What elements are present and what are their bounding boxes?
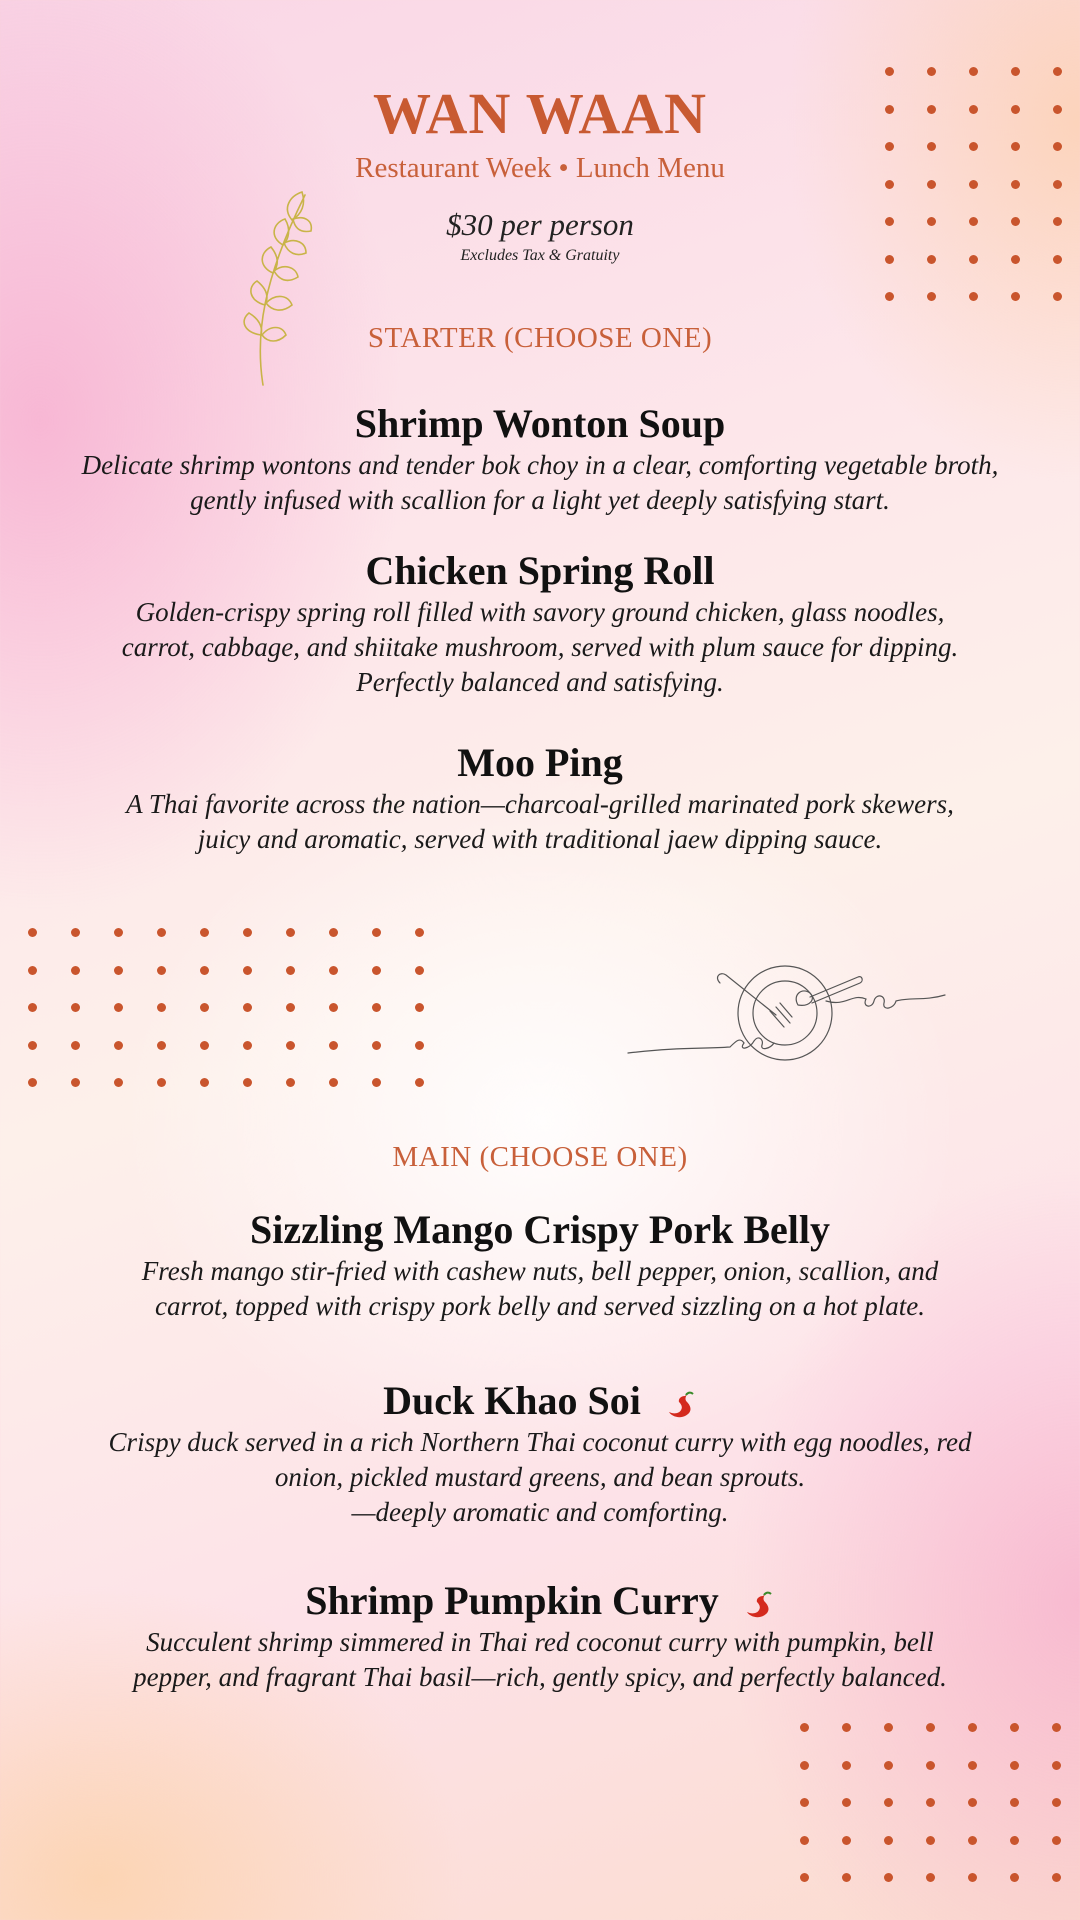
- plate-cutlery-icon: [620, 955, 950, 1065]
- main-heading: MAIN (CHOOSE ONE): [392, 1141, 688, 1173]
- decorative-dot: [157, 1041, 166, 1050]
- decorative-dot: [372, 1003, 381, 1012]
- decorative-dot: [372, 1078, 381, 1087]
- decorative-dot: [926, 1836, 935, 1845]
- decorative-dot: [884, 1723, 893, 1732]
- dish-name: Chicken Spring Roll: [365, 548, 715, 593]
- decorative-dot: [243, 1078, 252, 1087]
- decorative-dot: [286, 966, 295, 975]
- decorative-dot: [114, 966, 123, 975]
- dish-name: Duck Khao Soi: [383, 1378, 641, 1423]
- decorative-dot: [1052, 1798, 1061, 1807]
- dish-description-line: juicy and aromatic, served with traditional jaew dipping sauce.: [197, 824, 883, 854]
- decorative-dot: [1052, 1761, 1061, 1770]
- main-item: [0, 1206, 1080, 1324]
- decorative-dot: [200, 1078, 209, 1087]
- decorative-dot: [329, 1041, 338, 1050]
- decorative-dot: [329, 1003, 338, 1012]
- dish-description-line: Perfectly balanced and satisfying.: [356, 667, 724, 697]
- decorative-dot: [243, 966, 252, 975]
- decorative-dot: [415, 928, 424, 937]
- decorative-dot: [286, 928, 295, 937]
- decorative-dot: [969, 292, 978, 301]
- decorative-dot: [1010, 1723, 1019, 1732]
- decorative-dot: [884, 1761, 893, 1770]
- decorative-dot: [114, 1003, 123, 1012]
- decorative-dot: [926, 1723, 935, 1732]
- decorative-dot: [243, 1041, 252, 1050]
- decorative-dot: [885, 67, 894, 76]
- dish-name: Shrimp Pumpkin Curry: [305, 1578, 719, 1623]
- starter-item: [0, 739, 1080, 857]
- decorative-dot: [884, 1798, 893, 1807]
- decorative-dot: [968, 1836, 977, 1845]
- decorative-dot: [157, 928, 166, 937]
- dish-description-line: gently infused with scallion for a light yet deeply satisfying start.: [190, 485, 890, 515]
- dish-description-line: carrot, cabbage, and shiitake mushroom, served with plum sauce for dipping.: [121, 632, 959, 662]
- starter-heading: STARTER (CHOOSE ONE): [367, 322, 713, 354]
- restaurant-name: WAN WAAN: [372, 81, 708, 146]
- decorative-dot: [28, 1003, 37, 1012]
- dish-name-row: [0, 1377, 1080, 1425]
- dish-description-line: onion, pickled mustard greens, and bean sprouts.: [274, 1462, 806, 1492]
- decorative-dot: [157, 966, 166, 975]
- starter-item: [0, 547, 1080, 700]
- decorative-dot: [71, 1041, 80, 1050]
- decorative-dot: [842, 1761, 851, 1770]
- dish-description-line: Delicate shrimp wontons and tender bok choy in a clear, comforting vegetable broth,: [81, 450, 999, 480]
- decorative-dot: [114, 928, 123, 937]
- decorative-dot: [1052, 1873, 1061, 1882]
- decorative-dot: [28, 928, 37, 937]
- menu-price: $30 per person: [446, 207, 634, 242]
- decorative-dot: [1052, 1836, 1061, 1845]
- decorative-dot: [1053, 67, 1062, 76]
- decorative-dot: [800, 1798, 809, 1807]
- decorative-dot: [842, 1798, 851, 1807]
- decorative-dot: [842, 1723, 851, 1732]
- decorative-dot: [800, 1761, 809, 1770]
- decorative-dot: [372, 1041, 381, 1050]
- decorative-dot: [28, 1078, 37, 1087]
- decorative-dot: [968, 1761, 977, 1770]
- decorative-dot: [884, 1873, 893, 1882]
- dish-name: Shrimp Wonton Soup: [354, 401, 726, 446]
- decorative-dot: [329, 966, 338, 975]
- decorative-dot: [71, 928, 80, 937]
- decorative-dot: [415, 1003, 424, 1012]
- decorative-dot: [329, 928, 338, 937]
- decorative-dot: [243, 1003, 252, 1012]
- dish-description-line: pepper, and fragrant Thai basil—rich, gently spicy, and perfectly balanced.: [133, 1662, 947, 1692]
- decorative-dot: [286, 1003, 295, 1012]
- decorative-dot: [157, 1003, 166, 1012]
- decorative-dot: [243, 928, 252, 937]
- price-note: Excludes Tax & Gratuity: [460, 247, 620, 264]
- decorative-dot: [1010, 1761, 1019, 1770]
- decorative-dot: [1010, 1873, 1019, 1882]
- decorative-dot: [842, 1873, 851, 1882]
- decorative-dot: [200, 1003, 209, 1012]
- dish-name-row: [0, 1577, 1080, 1625]
- dish-description-line: Fresh mango stir-fried with cashew nuts, bell pepper, onion, scallion, and: [141, 1256, 939, 1286]
- decorative-dot: [1052, 1723, 1061, 1732]
- decorative-dot: [415, 1078, 424, 1087]
- decorative-dot: [968, 1873, 977, 1882]
- decorative-dot: [71, 1078, 80, 1087]
- decorative-dot: [927, 292, 936, 301]
- decorative-dot: [968, 1723, 977, 1732]
- decorative-dot: [28, 966, 37, 975]
- decorative-dot: [200, 1041, 209, 1050]
- decorative-dot: [286, 1078, 295, 1087]
- decorative-dot: [329, 1078, 338, 1087]
- decorative-dot: [114, 1041, 123, 1050]
- decorative-dot: [800, 1836, 809, 1845]
- chili-pepper-icon: [667, 1390, 697, 1420]
- starter-item: [0, 400, 1080, 518]
- decorative-dot: [286, 1041, 295, 1050]
- decorative-dot: [800, 1723, 809, 1732]
- decorative-dot: [71, 1003, 80, 1012]
- dish-description-line: carrot, topped with crispy pork belly and served sizzling on a hot plate.: [155, 1291, 925, 1321]
- decorative-dot: [926, 1761, 935, 1770]
- decorative-dot: [927, 67, 936, 76]
- decorative-dot: [372, 966, 381, 975]
- chili-pepper-icon: [745, 1590, 775, 1620]
- dish-name: Sizzling Mango Crispy Pork Belly: [250, 1207, 830, 1252]
- decorative-dot: [157, 1078, 166, 1087]
- decorative-dot: [28, 1041, 37, 1050]
- dish-description-line: Succulent shrimp simmered in Thai red coconut curry with pumpkin, bell: [146, 1627, 934, 1657]
- decorative-dot: [71, 966, 80, 975]
- decorative-dot: [415, 1041, 424, 1050]
- dish-description-line: —deeply aromatic and comforting.: [351, 1497, 729, 1527]
- main-item: [0, 1577, 1080, 1695]
- decorative-dot: [1053, 292, 1062, 301]
- decorative-dot: [926, 1798, 935, 1807]
- decorative-dot: [372, 928, 381, 937]
- decorative-dot: [885, 292, 894, 301]
- decorative-dot: [926, 1873, 935, 1882]
- decorative-dot: [1010, 1798, 1019, 1807]
- dish-description-line: Crispy duck served in a rich Northern Thai coconut curry with egg noodles, red: [108, 1427, 972, 1457]
- decorative-dot: [800, 1873, 809, 1882]
- decorative-dot: [1011, 292, 1020, 301]
- decorative-dot: [114, 1078, 123, 1087]
- decorative-dot: [968, 1798, 977, 1807]
- decorative-dot: [842, 1836, 851, 1845]
- dish-description-line: Golden-crispy spring roll filled with savory ground chicken, glass noodles,: [135, 597, 945, 627]
- decorative-dot: [884, 1836, 893, 1845]
- menu-subtitle: Restaurant Week • Lunch Menu: [355, 152, 725, 184]
- decorative-dot: [415, 966, 424, 975]
- decorative-dot: [1010, 1836, 1019, 1845]
- decorative-dot: [969, 67, 978, 76]
- dish-description-line: A Thai favorite across the nation—charcoal-grilled marinated pork skewers,: [126, 789, 954, 819]
- decorative-dot: [200, 966, 209, 975]
- decorative-dot: [1011, 67, 1020, 76]
- dish-name: Moo Ping: [457, 740, 623, 785]
- decorative-dot: [200, 928, 209, 937]
- main-item: [0, 1377, 1080, 1530]
